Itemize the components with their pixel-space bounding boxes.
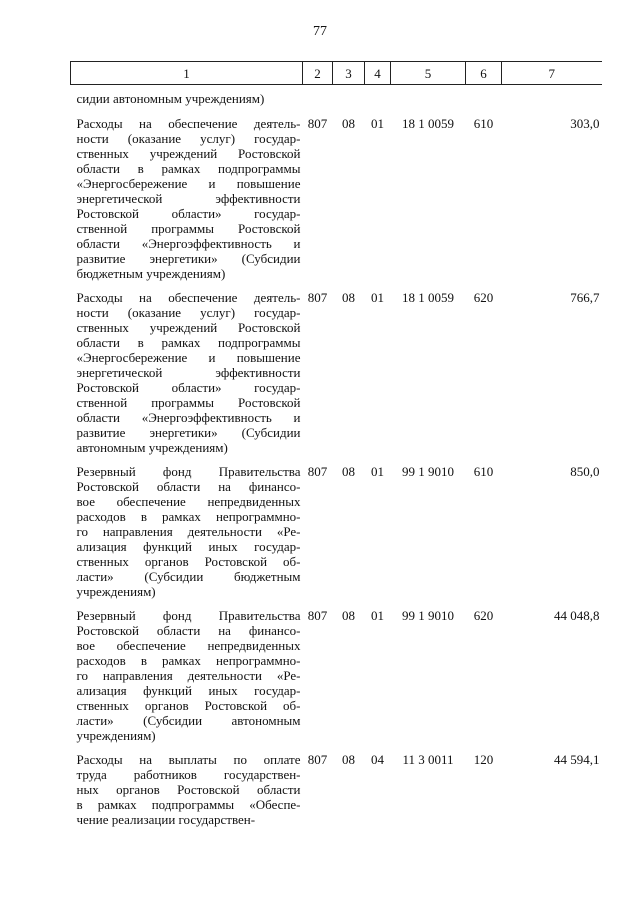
description-line: вое обеспечение непредвиденных [76, 638, 301, 653]
cell-amount: 766,7 [570, 290, 600, 305]
description-line: учреждениям) [76, 728, 156, 743]
description-line: го направления деятельности «Ре- [76, 668, 301, 683]
description-line: ственных органов Ростовской об- [76, 698, 301, 713]
description-line: расходов в рамках непрограммно- [76, 509, 301, 524]
row-description [71, 284, 303, 458]
description-line: Ростовской области на финансо- [76, 623, 301, 638]
cell-target-article: 99 1 9010 [402, 608, 454, 623]
cell-ministry-code: 807 [307, 116, 328, 131]
description-line: ственных учреждений Ростовской [76, 320, 301, 335]
description-line: Расходы на выплаты по оплате [76, 752, 301, 767]
continuation-text: сидии автономным учреждениям) [76, 91, 265, 106]
cell-target-article: 18 1 0059 [402, 290, 454, 305]
table-row [71, 284, 602, 458]
cell-expense-type: 620 [473, 290, 494, 305]
description-line: энергетической эффективности [76, 191, 301, 206]
description-line: ных органов Ростовской области [76, 782, 301, 797]
description-line: ственной программы Ростовской [76, 395, 301, 410]
cell-amount: 850,0 [570, 464, 600, 479]
cell-subsection: 01 [371, 290, 384, 305]
cell-section: 08 [342, 608, 355, 623]
cell-target-article: 18 1 0059 [402, 116, 454, 131]
cell-ministry-code: 807 [307, 752, 328, 767]
cell-subsection: 01 [371, 116, 384, 131]
cell-expense-type: 610 [473, 464, 494, 479]
description-line: бюджетным учреждениям) [76, 266, 226, 281]
cell-expense-type: 610 [473, 116, 494, 131]
description-line: го направления деятельности «Ре- [76, 524, 301, 539]
description-line: области «Энергоэффективность и [76, 410, 301, 425]
description-line: Ростовской области» государ- [76, 206, 301, 221]
description-line: расходов в рамках непрограммно- [76, 653, 301, 668]
description-line: ности (оказание услуг) государ- [76, 131, 301, 146]
table-row [71, 746, 602, 830]
cell-subsection: 01 [371, 608, 384, 623]
description-line: развитие энергетики» (Субсидии [76, 251, 301, 266]
header-col-3: 3 [333, 62, 365, 85]
description-line: ласти» (Субсидии бюджетным [76, 569, 301, 584]
cell-ministry-code: 807 [307, 464, 328, 479]
description-line: области в рамках подпрограммы [76, 335, 301, 350]
table-header [71, 62, 602, 85]
description-line: Расходы на обеспечение деятель- [76, 116, 301, 131]
continuation-row [71, 85, 602, 111]
cell-section: 08 [342, 464, 355, 479]
description-line: развитие энергетики» (Субсидии [76, 425, 301, 440]
description-line: области «Энергоэффективность и [76, 236, 301, 251]
budget-table [70, 61, 602, 830]
row-description [71, 746, 303, 830]
description-line: ности (оказание услуг) государ- [76, 305, 301, 320]
page-number: 77 [313, 24, 327, 39]
table-row [71, 110, 602, 284]
description-line: Расходы на обеспечение деятель- [76, 290, 301, 305]
cell-section: 08 [342, 290, 355, 305]
description-line: Резервный фонд Правительства [76, 608, 301, 623]
cell-target-article: 11 3 0011 [402, 752, 454, 767]
description-line: вое обеспечение непредвиденных [76, 494, 301, 509]
cell-target-article: 99 1 9010 [402, 464, 454, 479]
description-line: «Энергосбережение и повышение [76, 176, 301, 191]
table-body [71, 85, 602, 831]
table-row [71, 458, 602, 602]
cell-subsection: 04 [371, 752, 384, 767]
description-line: ственных учреждений Ростовской [76, 146, 301, 161]
description-line: ственных органов Ростовской об- [76, 554, 301, 569]
header-col-1: 1 [71, 62, 303, 85]
row-description [71, 110, 303, 284]
header-col-4: 4 [365, 62, 391, 85]
description-line: ализация функций иных государ- [76, 683, 301, 698]
header-col-6: 6 [466, 62, 502, 85]
cell-amount: 44 048,8 [554, 608, 600, 623]
description-line: учреждениям) [76, 584, 156, 599]
description-line: ласти» (Субсидии автономным [76, 713, 301, 728]
cell-ministry-code: 807 [307, 608, 328, 623]
cell-expense-type: 120 [473, 752, 494, 767]
row-description [71, 602, 303, 746]
description-line: ственной программы Ростовской [76, 221, 301, 236]
description-line: чение реализации государствен- [76, 812, 256, 827]
description-line: Ростовской области» государ- [76, 380, 301, 395]
cell-amount: 303,0 [570, 116, 600, 131]
header-col-2: 2 [303, 62, 333, 85]
description-line: «Энергосбережение и повышение [76, 350, 301, 365]
row-description [71, 458, 303, 602]
description-line: области в рамках подпрограммы [76, 161, 301, 176]
description-line: труда работников государствен- [76, 767, 301, 782]
description-line: ализация функций иных государ- [76, 539, 301, 554]
description-line: автономным учреждениям) [76, 440, 228, 455]
description-line: Резервный фонд Правительства [76, 464, 301, 479]
cell-ministry-code: 807 [307, 290, 328, 305]
table-row [71, 602, 602, 746]
cell-section: 08 [342, 116, 355, 131]
cell-amount: 44 594,1 [554, 752, 600, 767]
cell-expense-type: 620 [473, 608, 494, 623]
cell-subsection: 01 [371, 464, 384, 479]
header-col-7: 7 [502, 62, 602, 85]
description-line: энергетической эффективности [76, 365, 301, 380]
header-col-5: 5 [391, 62, 466, 85]
description-line: в рамках подпрограммы «Обеспе- [76, 797, 301, 812]
description-line: Ростовской области на финансо- [76, 479, 301, 494]
cell-section: 08 [342, 752, 355, 767]
